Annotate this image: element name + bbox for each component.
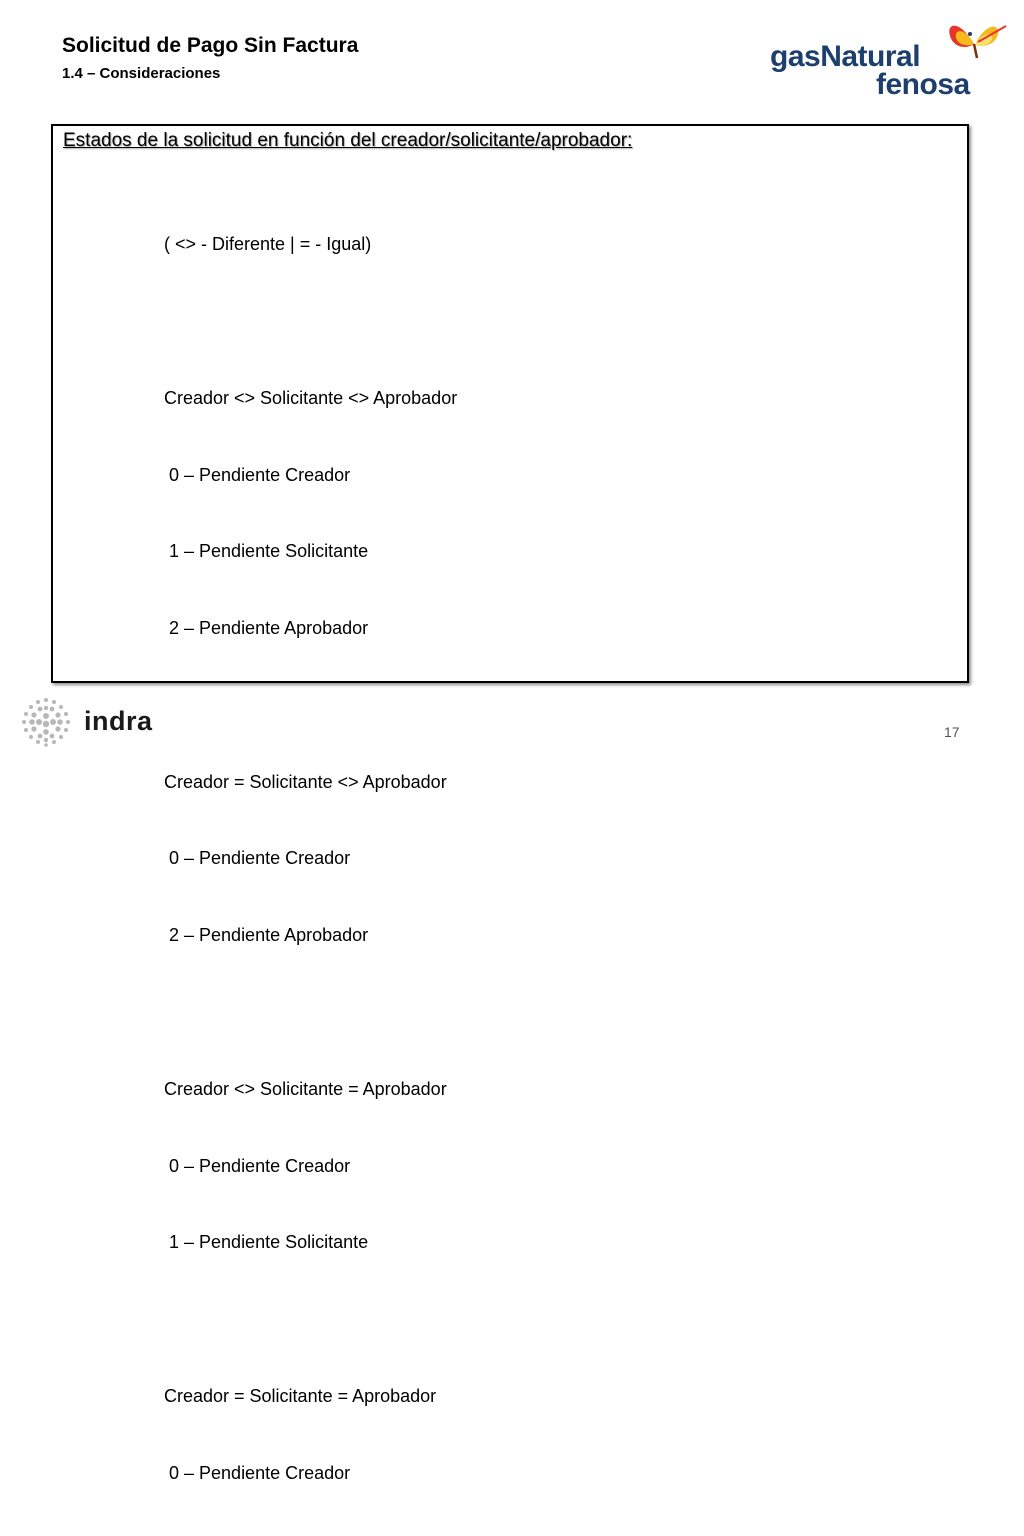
indra-logo — [20, 696, 180, 748]
status-item: 0 – Pendiente Creador — [164, 464, 351, 485]
status-item: 2 – Pendiente Aprobador — [164, 618, 369, 639]
butterfly-icon — [944, 14, 1008, 60]
status-item: 0 – Pendiente Creador — [164, 1155, 351, 1176]
indra-wordmark: indra — [84, 706, 153, 736]
status-item: 0 – Pendiente Creador — [164, 1462, 351, 1483]
case-heading: Creador = Solicitante <> Aprobador — [164, 771, 447, 792]
content-heading: Estados de la solicitud en función del creador/solicitante/aprobador: — [63, 130, 633, 151]
blank-line — [164, 309, 457, 335]
legend-line: ( <> - Diferente | = - Igual) — [164, 234, 372, 255]
slide-title: Solicitud de Pago Sin Factura — [62, 34, 359, 57]
status-item: 0 – Pendiente Creador — [164, 848, 351, 869]
blank-line — [164, 693, 457, 719]
status-list — [164, 181, 457, 1536]
gas-natural-fenosa-logo — [766, 14, 1014, 106]
blank-line — [164, 1000, 457, 1026]
page-number: 17 — [944, 724, 960, 740]
case-heading: Creador <> Solicitante <> Aprobador — [164, 387, 458, 408]
status-item: 2 – Pendiente Aprobador — [164, 925, 369, 946]
status-item: 1 – Pendiente Solicitante — [164, 1232, 369, 1253]
status-item: 1 – Pendiente Solicitante — [164, 541, 369, 562]
case-heading: Creador = Solicitante = Aprobador — [164, 1385, 437, 1406]
logo-text-gasnatural: gasNatural — [770, 40, 921, 73]
logo-text-fenosa: fenosa — [876, 68, 970, 101]
slide-subtitle: 1.4 – Consideraciones — [62, 65, 221, 82]
blank-line — [164, 1307, 457, 1333]
case-heading: Creador <> Solicitante = Aprobador — [164, 1078, 447, 1099]
dot-sphere-icon — [20, 696, 72, 748]
